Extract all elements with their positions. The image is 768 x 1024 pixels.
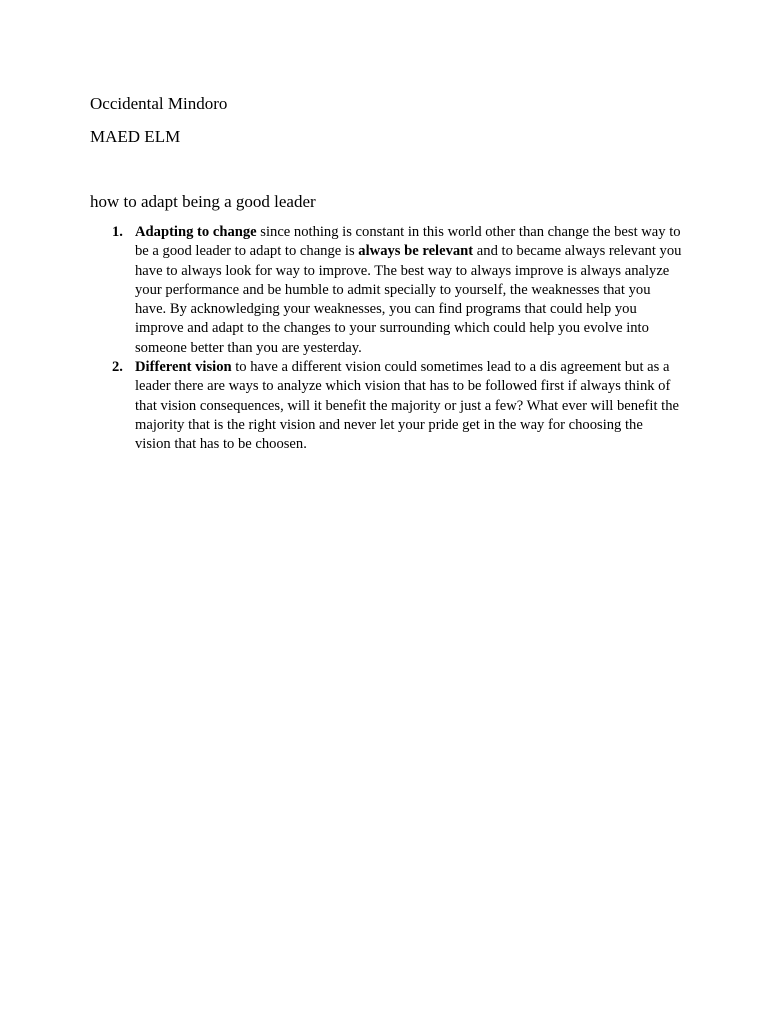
program-name: MAED ELM xyxy=(90,127,181,146)
list-item-text: and to became always relevant you have to always look for way to improve. The best way to always improve is always analyze your performance and be humble to admit specially to yourself, the weaknesses that you have. By acknowledging your weaknesses, you can find programs that could help you improve and adapt to the changes to your surrounding which could help you evolve into someone better than you are yesterday. xyxy=(135,243,682,356)
list-item-emphasis: always be relevant xyxy=(358,243,474,260)
list-item-number: 2. xyxy=(112,359,123,376)
list-item-heading: Adapting to change xyxy=(135,224,257,240)
list-item xyxy=(90,223,682,358)
list-item-text: to have a different vision could sometimes lead to a dis agreement but as a leader there are ways to analyze which vision that has to be followed first if always think of that vision consequences, will it benefit the majority or just a few? What ever will benefit the majority that is the right vision and never let your pride get in the way for choosing the vision that has to be choosen. xyxy=(135,359,679,453)
list-item-heading: Different vision xyxy=(135,359,232,376)
list-item-number: 1. xyxy=(112,224,123,240)
numbered-list xyxy=(90,223,682,455)
document-title: how to adapt being a good leader xyxy=(90,192,316,211)
institution-name: Occidental Mindoro xyxy=(90,94,228,113)
list-item xyxy=(90,358,682,454)
list-item-text: since nothing is constant in this world other than change the best way to be a good leader to adapt to change is xyxy=(135,224,681,260)
